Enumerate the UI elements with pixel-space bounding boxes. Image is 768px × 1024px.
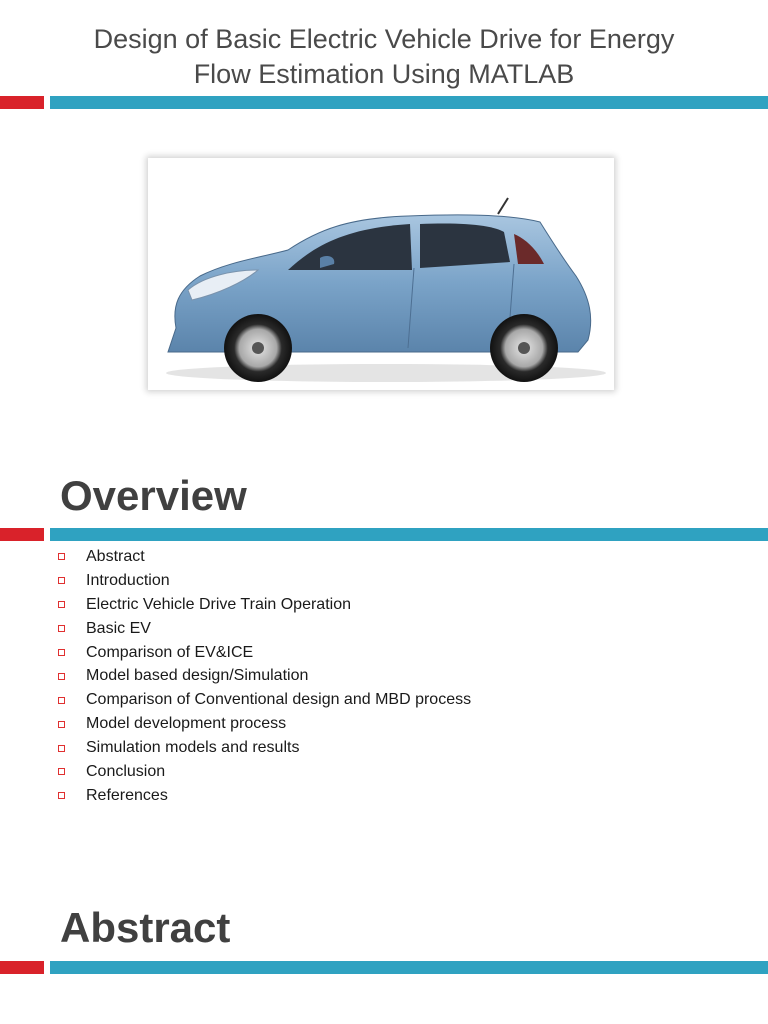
square-bullet-icon <box>58 697 65 704</box>
overview-divider-band <box>0 528 768 541</box>
square-bullet-icon <box>58 553 65 560</box>
title-line-1: Design of Basic Electric Vehicle Drive for Energy <box>93 24 675 54</box>
list-item <box>58 593 471 617</box>
list-item-label: Model development process <box>86 715 287 733</box>
list-item <box>58 664 471 688</box>
list-item <box>58 688 471 712</box>
abstract-heading: Abstract <box>60 904 231 951</box>
square-bullet-icon <box>58 649 65 656</box>
electric-car-illustration <box>148 158 614 390</box>
list-item <box>58 545 471 569</box>
square-bullet-icon <box>58 745 65 752</box>
divider-blue-segment <box>50 96 768 109</box>
list-item <box>58 760 471 784</box>
list-item-label: Electric Vehicle Drive Train Operation <box>86 595 351 613</box>
list-item <box>58 736 471 760</box>
square-bullet-icon <box>58 577 65 584</box>
list-item-label: References <box>86 786 168 804</box>
square-bullet-icon <box>58 625 65 632</box>
list-item <box>58 617 471 641</box>
title-divider-band <box>0 96 768 109</box>
divider-blue-segment <box>50 961 768 974</box>
divider-blue-segment <box>50 528 768 541</box>
divider-red-segment <box>0 961 44 974</box>
square-bullet-icon <box>58 768 65 775</box>
divider-red-segment <box>0 528 44 541</box>
title-line-2: Flow Estimation Using MATLAB <box>193 59 575 89</box>
list-item <box>58 712 471 736</box>
square-bullet-icon <box>58 673 65 680</box>
overview-list <box>58 545 471 808</box>
abstract-divider-band <box>0 961 768 974</box>
list-item-label: Comparison of EV&ICE <box>86 643 254 661</box>
list-item <box>58 569 471 593</box>
car-photo <box>148 158 614 390</box>
square-bullet-icon <box>58 721 65 728</box>
list-item-label: Comparison of Conventional design and MBD process <box>86 691 472 709</box>
list-item-label: Introduction <box>86 571 170 589</box>
list-item <box>58 784 471 808</box>
overview-heading: Overview <box>60 472 247 519</box>
list-item-label: Simulation models and results <box>86 739 300 757</box>
list-item-label: Model based design/Simulation <box>86 667 309 685</box>
list-item <box>58 641 471 665</box>
square-bullet-icon <box>58 792 65 799</box>
list-item-label: Abstract <box>86 548 145 565</box>
page-title <box>0 22 768 92</box>
divider-red-segment <box>0 96 44 109</box>
list-item-label: Conclusion <box>86 763 166 781</box>
square-bullet-icon <box>58 601 65 608</box>
list-item-label: Basic EV <box>86 619 151 637</box>
